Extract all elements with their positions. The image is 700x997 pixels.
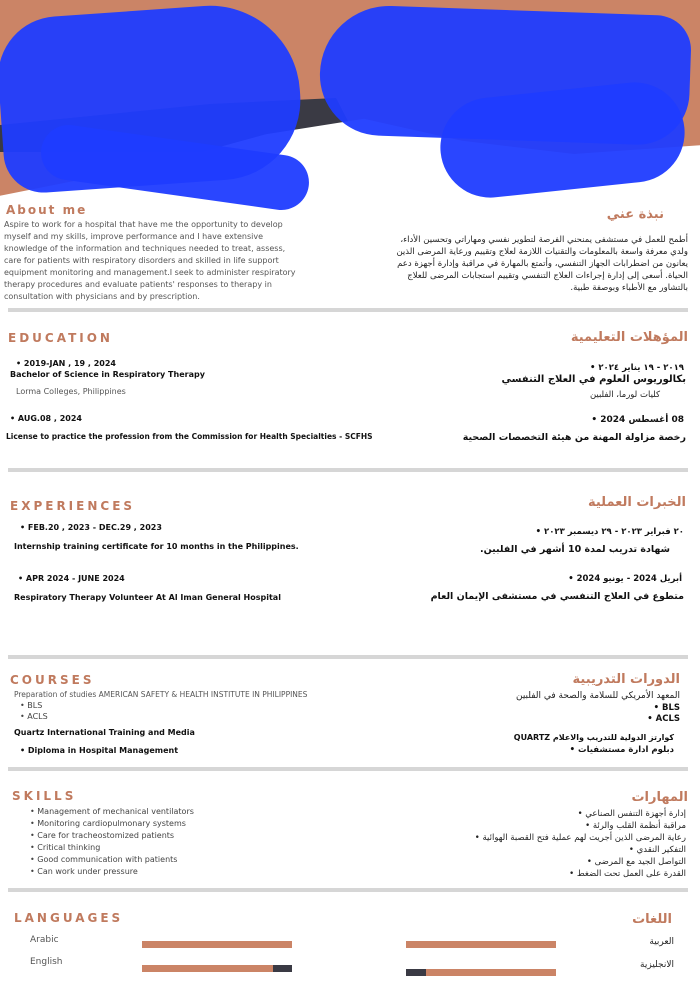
about-title-en: About me [6, 203, 88, 217]
courses-intro-ar: المعهد الأمريكي للسلامة والصحة في الفلبين [515, 691, 680, 701]
skill-item-ar: التفكير النقدي • [628, 845, 686, 855]
language-bar-ar-1-fill [406, 941, 556, 948]
about-text-en: Aspire to work for a hospital that have me the opportunity to develop myself and my skills, improve performance and I have extensive knowledge of the information and techniques needed to treat, assess, care for patients with respiratory disorders and skilled in life support equipment monitoring and management.I seek to administer respiratory therapy procedures and evaluate patients' responses to therapy in consultation with physicians and by prescription. [4, 220, 296, 301]
skill-item-en: • Good communication with patients [30, 855, 178, 864]
skill-item-en: • Can work under pressure [30, 867, 138, 876]
skill-item-en: • Management of mechanical ventilators [30, 807, 194, 816]
courses-title-en: COURSES [10, 673, 95, 687]
skills-title-en: SKILLS [12, 789, 77, 803]
experience-title-1-ar: شهادة تدريب لمدة 10 أشهر في الفلبين. [480, 544, 670, 555]
courses-item-1-en: • BLS [20, 701, 43, 710]
courses-item-2-ar: ACLS • [647, 714, 680, 724]
language-bar-en-2-fill [142, 965, 273, 972]
about-text-ar: أطمح للعمل في مستشفى يمنحني الفرصة لتطوير نفسي ومهاراتي وتحسين الأداء، ولدي معرفة واسعة بالمعلومات والتقنيات اللازمة لعلاج وتقييم ورعاية المرضى الذين يعانون من اضطرابات الجهاز التنفسي، وأتمتع بالمهارة في مراقبة وإدارة أجهزة دعم الحياة. أسعى إلى إدارة إجراءات العلاج التنفسي وتقييم استجابات المرضى للعلاج بالتشاور مع الأطباء وبوصفة طبية. [396, 235, 688, 293]
education-title-ar: المؤهلات التعليمية [570, 330, 688, 345]
courses-title-ar: الدورات التدريبية [572, 672, 680, 687]
divider-about [8, 308, 688, 312]
experiences-title-en: EXPERIENCES [10, 499, 136, 513]
language-name-en-2: English [30, 957, 63, 967]
skill-item-ar: مراقبة أنظمة القلب والرئة • [585, 821, 686, 831]
languages-title-en: LANGUAGES [14, 911, 124, 925]
language-name-ar-1: العربية [649, 937, 674, 947]
experience-title-2-ar: متطوع في العلاج التنفسي في مستشفى الإيمان العام [430, 591, 684, 602]
skill-item-ar: رعاية المرضى الذين أجريت لهم عملية فتح القصبة الهوائية • [474, 833, 686, 843]
education-date-2-en: • AUG.08 , 2024 [10, 414, 82, 423]
language-bar-ar-2-fill [426, 969, 557, 976]
courses-quartz-ar: كوارتز الدولية للتدريب والاعلام QUARTZ [513, 733, 674, 742]
skill-item-ar: إدارة أجهزة التنفس الصناعي • [577, 809, 686, 819]
skill-item-en: • Monitoring cardiopulmonary systems [30, 819, 186, 828]
experiences-title-ar: الخبرات العملية [587, 495, 686, 510]
language-bar-en-1-fill [142, 941, 292, 948]
language-name-ar-2: الانجليزية [640, 960, 674, 970]
courses-diploma-ar: دبلوم ادارة مستشفيات • [569, 745, 674, 755]
divider-courses [8, 767, 688, 771]
language-name-en-1: Arabic [30, 935, 59, 945]
skill-item-ar: التواصل الجيد مع المرضى • [586, 857, 686, 867]
education-date-1-ar: ٢٠١٩ - ١٩ يناير ٢٠٢٤ • [589, 363, 684, 373]
education-date-2-ar: 08 أغسطس 2024 • [591, 415, 684, 425]
education-sub-1-ar: كليات لورما، الفلبين [589, 390, 660, 400]
skills-list-en [30, 806, 310, 878]
education-title-en: EDUCATION [8, 331, 113, 345]
experience-date-2-ar: أبريل 2024 - يونيو 2024 • [568, 574, 682, 584]
skills-list-ar [386, 808, 686, 880]
divider-education [8, 468, 688, 472]
courses-item-2-en: • ACLS [20, 712, 48, 721]
experience-title-1-en: Internship training certificate for 10 months in the Philippines. [14, 542, 299, 551]
education-title-2-ar: رخصة مزاولة المهنة من هيئة التخصصات الصحية [462, 432, 686, 443]
language-bar-ar-2 [406, 969, 556, 976]
language-bar-en-1 [142, 941, 292, 948]
skill-item-ar: القدرة على العمل تحت الضغط • [569, 869, 686, 879]
education-title-2-en: License to practice the profession from the Commission for Health Specialties - SCFHS [6, 432, 373, 441]
education-sub-1-en: Lorma Colleges, Philippines [16, 387, 126, 396]
about-title-ar: نبذة عني [606, 207, 664, 222]
courses-diploma-en: • Diploma in Hospital Management [20, 746, 179, 755]
experience-date-1-en: • FEB.20 , 2023 - DEC.29 , 2023 [20, 523, 162, 532]
experience-title-2-en: Respiratory Therapy Volunteer At Al Iman General Hospital [14, 593, 281, 602]
education-title-1-ar: بكالوريوس العلوم في العلاج التنفسي [501, 374, 686, 385]
education-title-1-en: Bachelor of Science in Respiratory Therapy [10, 370, 205, 379]
experience-date-1-ar: ٢٠ فبراير ٢٠٢٣ - ٢٩ ديسمبر ٢٠٢٣ • [535, 527, 684, 537]
courses-item-1-ar: BLS • [653, 703, 680, 713]
skill-item-en: • Critical thinking [30, 843, 101, 852]
courses-quartz-en: Quartz International Training and Media [14, 728, 195, 737]
divider-experiences [8, 655, 688, 659]
language-bar-en-2 [142, 965, 292, 972]
courses-intro-en: Preparation of studies AMERICAN SAFETY & HEALTH INSTITUTE IN PHILIPPINES [14, 690, 308, 699]
skills-title-ar: المهارات [631, 790, 688, 805]
languages-title-ar: اللغات [632, 912, 672, 927]
skill-item-en: • Care for tracheostomized patients [30, 831, 175, 840]
language-bar-ar-1 [406, 941, 556, 948]
education-date-1-en: • 2019-JAN , 19 , 2024 [16, 359, 116, 368]
divider-skills [8, 888, 688, 892]
experience-date-2-en: • APR 2024 - JUNE 2024 [18, 574, 125, 583]
